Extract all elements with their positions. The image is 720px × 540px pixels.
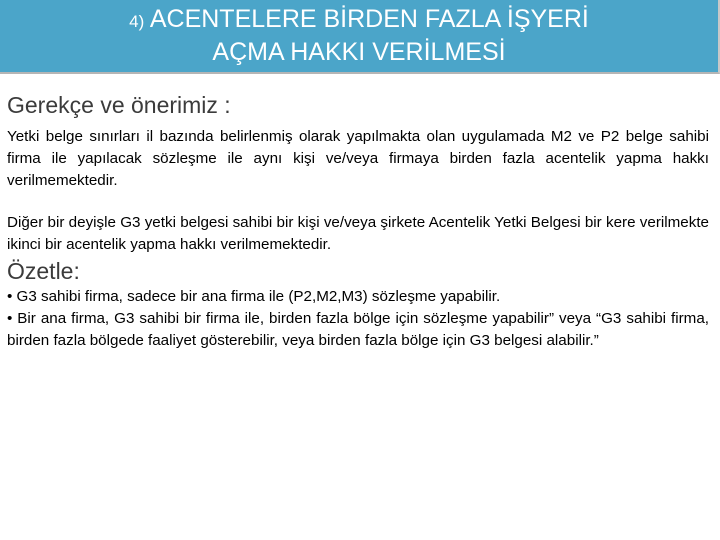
bullet-2: • Bir ana firma, G3 sahibi bir firma ile, birden fazla bölge için sözleşme yapabilir” veya “G3 sahibi firma, birden fazla bölgede faaliyet gösterebilir, veya birden fazla bölge için G3 belgesi alabilir.”: [7, 310, 709, 349]
title-text-1: ACENTELERE BİRDEN FAZLA İŞYERİ: [149, 5, 589, 33]
paragraph-2: Diğer bir deyişle G3 yetki belgesi sahibi bir kişi ve/veya şirkete Acentelik Yetki Belgesi bir kere verilmekte ikinci bir acentelik yapma hakkı verilmemektedir.: [7, 214, 709, 253]
slide-title-line-2: AÇMA HAKKI VERİLMESİ: [212, 38, 506, 66]
slide-title-line-1: [0, 4, 718, 37]
bullet-1: • G3 sahibi firma, sadece bir ana firma ile (P2,M2,M3) sözleşme yapabilir.: [7, 288, 501, 305]
rationale-heading: Gerekçe ve önerimiz :: [7, 92, 231, 118]
title-bar: [0, 0, 720, 74]
paragraph-1: Yetki belge sınırları il bazında belirlenmiş olarak yapılmakta olan uygulamada M2 ve P2 belge sahibi firma ile yapılacak sözleşme ile aynı kişi ve/veya firmaya birden fazla acentelik yapma hakkı verilmemektedir.: [7, 128, 709, 189]
title-number: 4): [129, 12, 145, 31]
summary-heading: Özetle:: [7, 258, 80, 284]
